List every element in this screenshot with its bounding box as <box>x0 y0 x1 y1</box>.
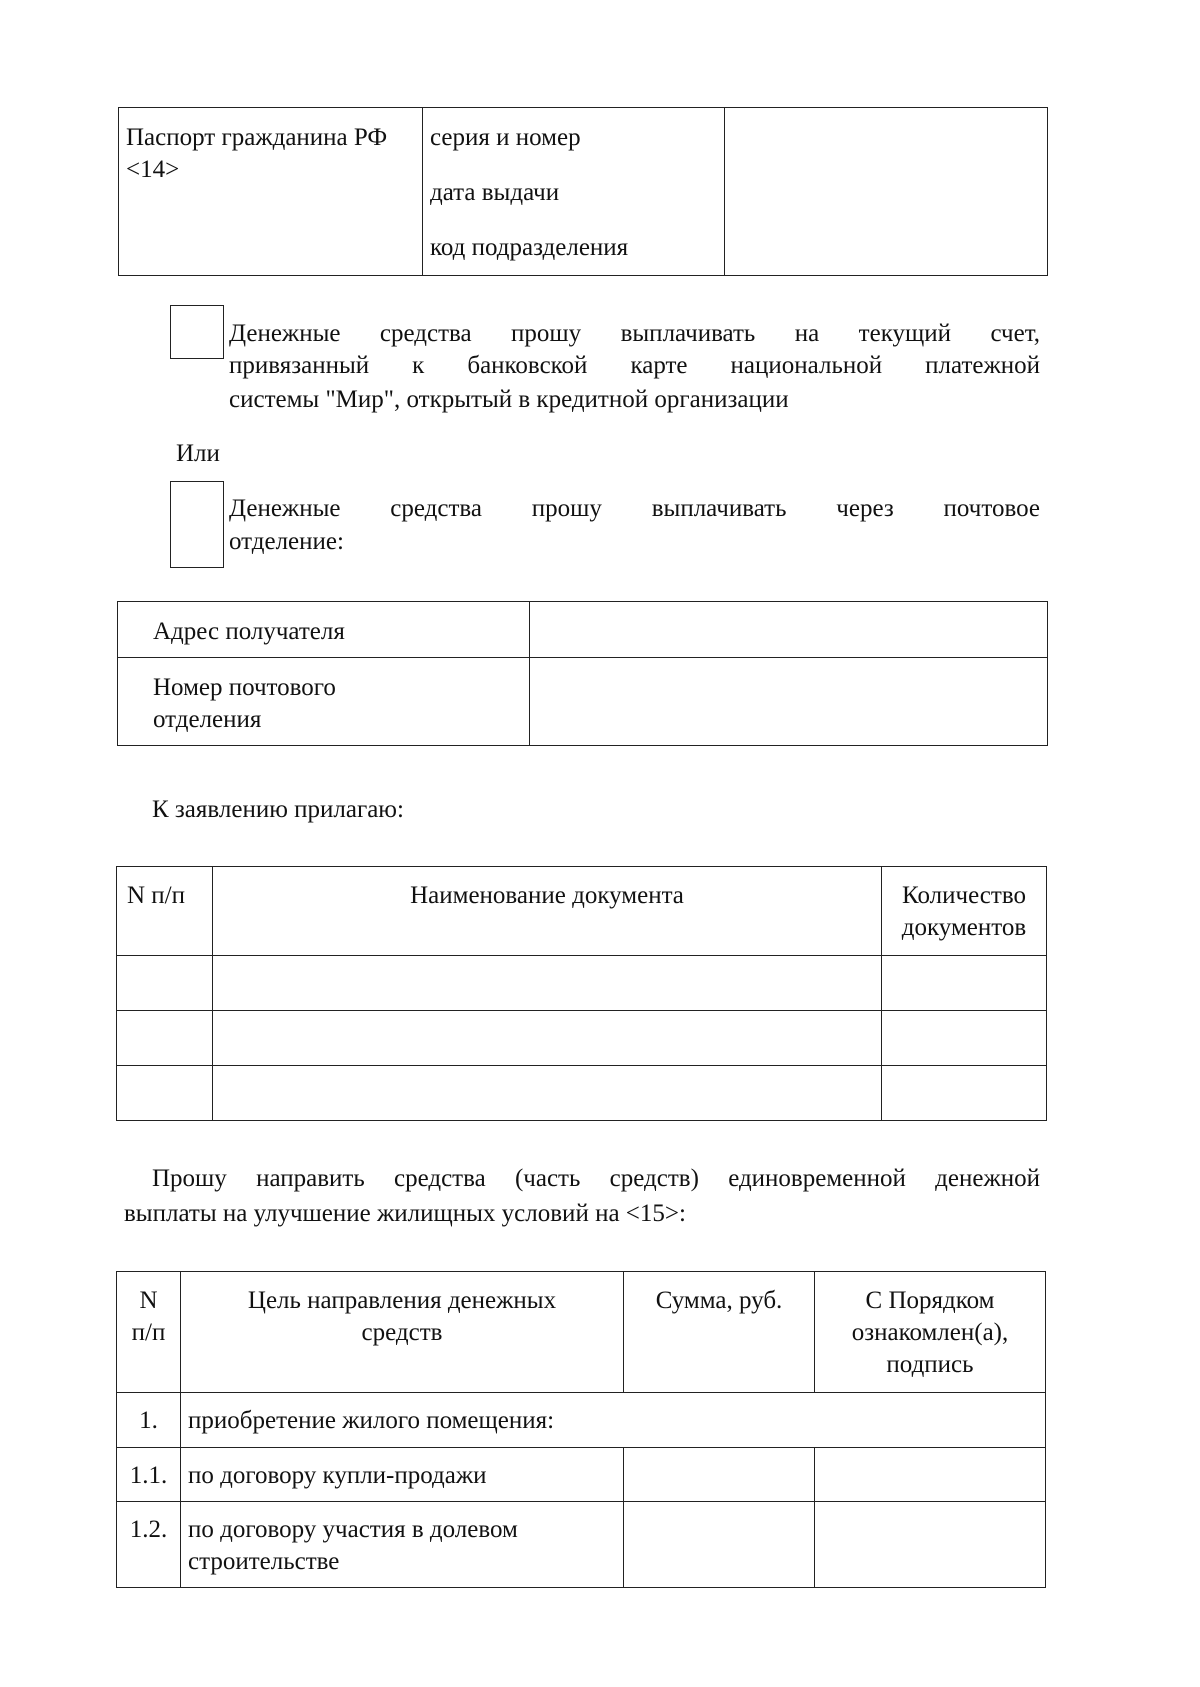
address-label: Адрес получателя <box>153 618 345 645</box>
purpose-col-purpose-label: Цель направления денежных <box>247 1287 557 1314</box>
purpose-row <box>117 1502 1046 1588</box>
purpose-col-purpose-label: средств <box>361 1319 443 1346</box>
passport-label-cell <box>119 108 423 276</box>
purpose-table <box>116 1271 1046 1588</box>
passport-field-code: код подразделения <box>430 234 629 261</box>
col-count-label: Количество <box>902 882 1026 909</box>
purpose-col-sign-label: С Порядком <box>865 1287 995 1314</box>
passport-fields-cell <box>423 108 725 276</box>
purpose-sign-cell[interactable] <box>815 1502 1046 1588</box>
purpose-row-number <box>117 1448 181 1502</box>
card-payment-checkbox[interactable] <box>170 305 224 359</box>
purpose-row-number <box>117 1393 181 1448</box>
purpose-col-sum-label: Сумма, руб. <box>655 1287 783 1314</box>
attachment-cell[interactable] <box>117 956 213 1011</box>
attachment-cell[interactable] <box>882 1011 1047 1066</box>
passport-table <box>118 107 1048 276</box>
attachment-cell[interactable] <box>117 1066 213 1121</box>
card-payment-text <box>229 318 1040 382</box>
attachment-cell[interactable] <box>213 1066 882 1121</box>
attachment-row <box>117 1066 1047 1121</box>
request-line: выплаты на улучшение жилищных условий на <15>: <box>124 1200 686 1227</box>
attachment-cell[interactable] <box>882 1066 1047 1121</box>
purpose-header-sum <box>624 1272 815 1393</box>
attachments-header-name <box>213 867 882 956</box>
post-payment-text <box>229 493 1040 525</box>
purpose-row-text-line: строительстве <box>188 1548 340 1575</box>
address-label-cell <box>118 602 530 658</box>
purpose-header-sign <box>815 1272 1046 1393</box>
post-text-line: отделение: <box>229 528 344 555</box>
purpose-row-text <box>181 1393 1046 1448</box>
purpose-row-text-line: по договору купли-продажи <box>188 1462 487 1489</box>
post-office-table <box>117 601 1048 746</box>
purpose-row <box>117 1393 1046 1448</box>
purpose-sign-cell[interactable] <box>815 1448 1046 1502</box>
purpose-row <box>117 1448 1046 1502</box>
attachment-cell[interactable] <box>882 956 1047 1011</box>
col-name-label: Наименование документа <box>410 882 684 909</box>
passport-value-cell[interactable] <box>725 108 1048 276</box>
attachment-cell[interactable] <box>117 1011 213 1066</box>
or-label: Или <box>176 440 220 467</box>
attachments-header-number <box>117 867 213 956</box>
passport-field-series: серия и номер <box>430 124 581 151</box>
attachment-cell[interactable] <box>213 1011 882 1066</box>
purpose-sum-cell[interactable] <box>624 1448 815 1502</box>
purpose-row-number-text: 1. <box>139 1407 158 1434</box>
attachments-header-count <box>882 867 1047 956</box>
office-value-cell[interactable] <box>530 658 1048 746</box>
office-label-line: отделения <box>153 706 262 733</box>
office-label-cell <box>118 658 530 746</box>
purpose-row-text-line: по договору участия в долевом <box>188 1516 518 1543</box>
post-payment-checkbox[interactable] <box>170 481 224 568</box>
purpose-row-text <box>181 1448 624 1502</box>
request-line: Прошу направить средства (часть средств) единовременной денежной <box>152 1165 1040 1192</box>
purpose-col-number-label: п/п <box>131 1319 166 1346</box>
purpose-header-number <box>117 1272 181 1393</box>
col-number-label: N п/п <box>127 882 186 909</box>
passport-field-date: дата выдачи <box>430 179 560 206</box>
attachments-heading: К заявлению прилагаю: <box>152 796 404 823</box>
post-text-line: Денежные средства прошу выплачивать через почтовое <box>229 495 1040 522</box>
card-text-line: системы "Мир", открытый в кредитной организации <box>229 386 789 413</box>
purpose-row-text <box>181 1502 624 1588</box>
card-text-line: Денежные средства прошу выплачивать на текущий счет, <box>229 320 1040 347</box>
card-text-line: привязанный к банковской карте национальной платежной <box>229 352 1040 379</box>
attachments-table <box>116 866 1047 1121</box>
purpose-sum-cell[interactable] <box>624 1502 815 1588</box>
purpose-row-number <box>117 1502 181 1588</box>
attachment-row <box>117 956 1047 1011</box>
attachment-row <box>117 1011 1047 1066</box>
passport-label: Паспорт гражданина РФ <14> <box>126 124 388 183</box>
purpose-row-number-text: 1.2. <box>129 1516 168 1543</box>
purpose-row-number-text: 1.1. <box>129 1462 168 1489</box>
purpose-row-text-line: приобретение жилого помещения: <box>188 1407 555 1434</box>
purpose-col-number-label: N <box>139 1287 158 1314</box>
col-count-label: документов <box>901 914 1027 941</box>
purpose-col-sign-label: ознакомлен(а), <box>851 1319 1009 1346</box>
purpose-col-sign-label: подпись <box>886 1351 974 1378</box>
purpose-header-purpose <box>181 1272 624 1393</box>
request-paragraph <box>152 1163 1040 1195</box>
address-value-cell[interactable] <box>530 602 1048 658</box>
attachment-cell[interactable] <box>213 956 882 1011</box>
office-label-line: Номер почтового <box>153 674 336 701</box>
